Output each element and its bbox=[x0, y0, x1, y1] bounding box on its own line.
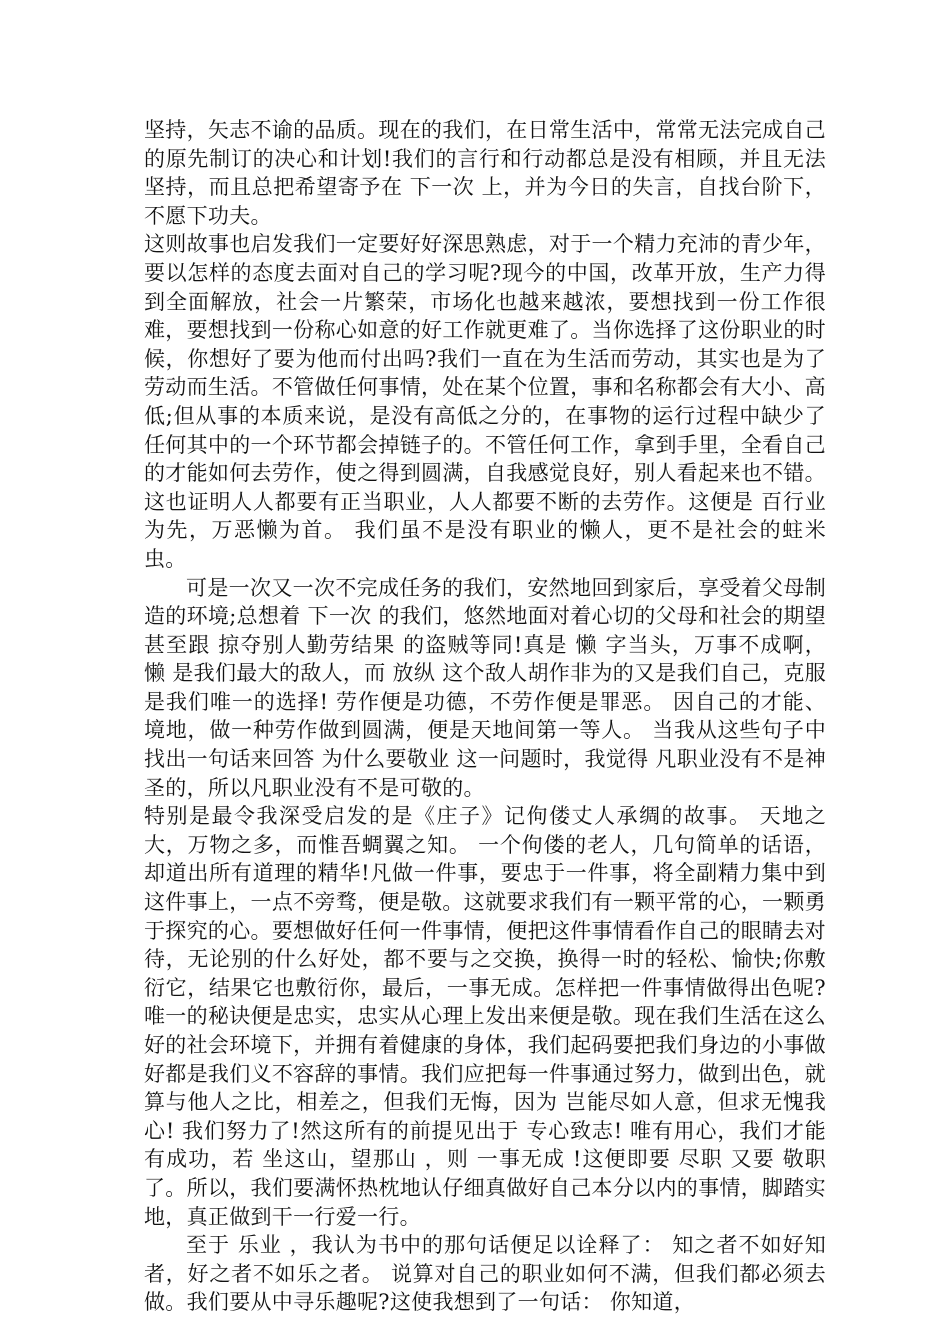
paragraph-2: 这则故事也启发我们一定要好好深思熟虑，对于一个精力充沛的青少年，要以怎样的态度去面对自己的学习呢?现今的中国，改革开放，生产力得到全面解放，社会一片繁荣，市场化也越来越浓，要想找到一份工作很难，要想找到一份称心如意的好工作就更难了。当你选择了这份职业的时候，你想好了要为他而付出吗?我们一直在为生活而劳动，其实也是为了劳动而生活。不管做任何事情，处在某个位置，事和名称都会有大小、高低;但从事的本质来说，是没有高低之分的，在事物的运行过程中缺少了任何其中的一个环节都会掉链子的。不管任何工作，拿到手里，全看自己的才能如何去劳作，使之得到圆满，自我感觉良好，别人看起来也不错。这也证明人人都要有正当职业，人人都要不断的去劳作。这便是 百行业为先，万恶懒为首。 我们虽不是没有职业的懒人，更不是社会的蛀米虫。 bbox=[144, 232, 826, 571]
paragraph-1: 坚持，矢志不谕的品质。现在的我们，在日常生活中，常常无法完成自己的原先制订的决心和计划!我们的言行和行动都总是没有相顾，并且无法坚持，而且总把希望寄予在 下一次 上，并为今日的失言，自找台阶下，不愿下功夫。 bbox=[144, 118, 826, 228]
paragraph-4: 特别是最令我深受启发的是《庄子》记佝偻丈人承绸的故事。 天地之大，万物之多，而惟吾蜩翼之知。 一个佝偻的老人，几句简单的话语，却道出所有道理的精华!凡做一件事，要忠于一件事，将全副精力集中到这件事上，一点不旁骛，便是敬。这就要求我们有一颗平常的心，一颗勇于探究的心。要想做好任何一件事情，便把这件事情看作自己的眼睛去对待，无论别的什么好处，都不要与之交换，换得一时的轻松、愉快;你敷衍它，结果它也敷衍你，最后，一事无成。怎样把一件事情做得出色呢?唯一的秘诀便是忠实，忠实从心理上发出来便是敬。现在我们生活在这么好的社会环境下，并拥有着健康的身体，我们起码要把我们身边的小事做好都是我们义不容辞的事情。我们应把每一件事通过努力，做到出色，就算与他人之比，相差之，但我们无悔，因为 岂能尽如人意，但求无愧我心! 我们努力了!然这所有的前提见出于 专心致志! 唯有用心，我们才能有成功，若 坐这山，望那山 ，则 一事无成 !这便即要 尽职 又要 敬职 了。所以，我们要满怀热枕地认仔细真做好自己本分以内的事情，脚踏实地，真正做到干一行爱一行。 bbox=[144, 804, 826, 1229]
document-body bbox=[144, 116, 826, 1317]
paragraph-5: 至于 乐业 ，我认为书中的那句话便足以诠释了： 知之者不如好知者，好之者不如乐之者。 说算对自己的职业如何不满，但我们都必须去做。我们要从中寻乐趣呢?这使我想到了一句话： 你知道， bbox=[144, 1233, 826, 1315]
paragraph-3: 可是一次又一次不完成任务的我们，安然地回到家后，享受着父母制造的环境;总想着 下一次 的我们，悠然地面对着心切的父母和社会的期望 甚至跟 掠夺别人勤劳结果 的盗贼等同!真是 懒 字当头，万事不成啊， 懒 是我们最大的敌人，而 放纵 这个敌人胡作非为的又是我们自己，克服是我们唯一的选择! 劳作便是功德，不劳作便是罪恶。 因自己的才能、境地，做一种劳作做到圆满，便是天地间第一等人。 当我从这些句子中找出一句话来回答 为什么要敬业 这一问题时，我觉得 凡职业没有不是神圣的，所以凡职业没有不是可敬的。 bbox=[144, 575, 826, 800]
